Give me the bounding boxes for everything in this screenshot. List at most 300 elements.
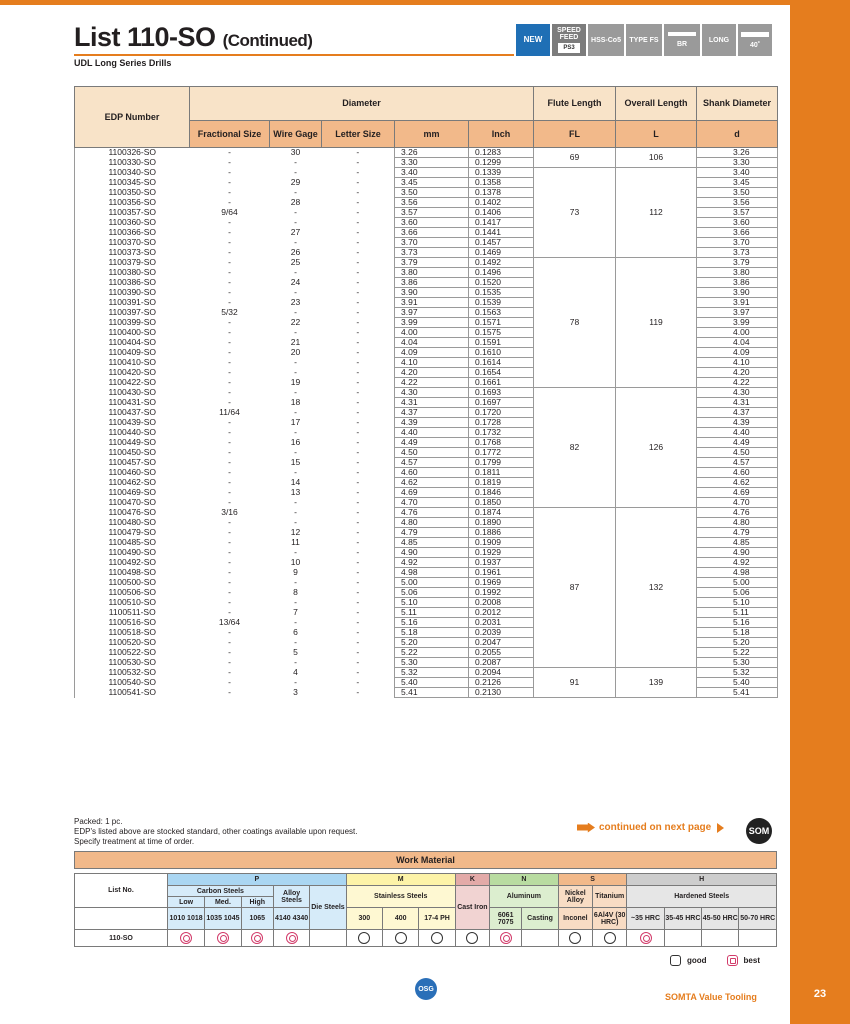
cell-shank: 4.79 <box>697 528 778 538</box>
drill-spec-body <box>75 148 778 698</box>
cell-wire: 3 <box>293 687 298 697</box>
cell-fractional: - <box>228 647 231 657</box>
cell-letter: - <box>356 537 360 547</box>
cell-wire: - <box>294 547 297 557</box>
cell-edp: 1100420-SO <box>75 368 190 378</box>
cell-fractional: - <box>228 267 231 277</box>
cell-inch: 0.2055 <box>469 648 534 658</box>
col-fractional-header: Fractional Size <box>190 121 270 148</box>
cell-inch: 0.1469 <box>469 248 534 258</box>
cell-wire: - <box>294 517 297 527</box>
wm-group-h: H <box>627 874 777 886</box>
cell-letter: - <box>356 457 360 467</box>
cell-fractional: - <box>228 477 231 487</box>
cell-mm: 4.09 <box>395 348 469 358</box>
cell-shank: 4.90 <box>697 548 778 558</box>
wm-high: High <box>241 897 273 908</box>
cell-letter: - <box>356 607 360 617</box>
cell-inch: 0.1693 <box>469 388 534 398</box>
cell-inch: 0.1886 <box>469 528 534 538</box>
cell-wire: 30 <box>290 147 301 158</box>
cell-fractional: - <box>228 517 231 527</box>
cell-shank: 3.30 <box>697 158 778 168</box>
cell-fractional: - <box>228 427 231 437</box>
wm-titanium: Titanium <box>593 886 627 908</box>
good-icon <box>358 932 370 944</box>
legend <box>670 955 760 966</box>
best-icon <box>500 932 512 944</box>
wm-rating-cell <box>664 930 701 947</box>
cell-mm: 5.20 <box>395 638 469 648</box>
cell-flute-length: 69 <box>534 148 616 168</box>
cell-edp: 1100366-SO <box>75 228 190 238</box>
cell-shank: 4.92 <box>697 558 778 568</box>
good-icon <box>604 932 616 944</box>
cell-edp: 1100457-SO <box>75 458 190 468</box>
wm-low: Low <box>167 897 204 908</box>
cell-mm: 5.22 <box>395 648 469 658</box>
cell-mm: 4.76 <box>395 508 469 518</box>
cell-fractional: - <box>228 587 231 597</box>
cell-wire: 18 <box>290 397 301 407</box>
cell-edp: 1100469-SO <box>75 488 190 498</box>
cell-wire: - <box>294 207 297 217</box>
cell-inch: 0.1402 <box>469 198 534 208</box>
col-d-header: d <box>697 121 778 148</box>
cell-edp: 1100510-SO <box>75 598 190 608</box>
cell-wire: - <box>294 237 297 247</box>
col-l-header: L <box>616 121 697 148</box>
badge-speed-feed <box>552 24 586 56</box>
cell-edp: 1100476-SO <box>75 508 190 518</box>
wm-rating-cell <box>383 930 419 947</box>
cell-overall-length: 126 <box>616 388 697 508</box>
cell-inch: 0.1539 <box>469 298 534 308</box>
cell-edp: 1100340-SO <box>75 168 190 178</box>
cell-inch: 0.2039 <box>469 628 534 638</box>
cell-letter: - <box>356 197 360 207</box>
cell-edp: 1100532-SO <box>75 668 190 678</box>
wm-die-steels: Die Steels <box>310 886 346 930</box>
cell-overall-length: 112 <box>616 168 697 258</box>
cell-inch: 0.1614 <box>469 358 534 368</box>
cell-shank: 4.37 <box>697 408 778 418</box>
cell-wire: - <box>294 447 297 457</box>
title-suffix: (Continued) <box>222 31 313 50</box>
cell-shank: 5.00 <box>697 578 778 588</box>
best-icon <box>286 932 298 944</box>
cell-inch: 0.1575 <box>469 328 534 338</box>
wm-med: Med. <box>205 897 241 908</box>
cell-wire: 11 <box>291 537 300 547</box>
cell-letter: - <box>356 567 360 577</box>
cell-inch: 0.2012 <box>469 608 534 618</box>
cell-fractional: - <box>228 417 231 427</box>
cell-shank: 5.10 <box>697 598 778 608</box>
cell-fractional: - <box>228 277 231 287</box>
cell-fractional: - <box>228 167 231 177</box>
badge-point-angle <box>738 24 772 56</box>
cell-fractional: - <box>228 567 231 577</box>
cell-mm: 3.40 <box>395 168 469 178</box>
badge-type <box>626 24 662 56</box>
col-letter-header: Letter Size <box>322 121 395 148</box>
cell-mm: 4.69 <box>395 488 469 498</box>
cell-edp: 1100490-SO <box>75 548 190 558</box>
note-treatment: Specify treatment at time of order. <box>74 837 195 846</box>
cell-fractional: - <box>228 197 231 207</box>
cell-edp: 1100431-SO <box>75 398 190 408</box>
badge-type-label: TYPE FS <box>629 36 659 44</box>
cell-mm: 3.56 <box>395 198 469 208</box>
cell-fractional: - <box>228 537 231 547</box>
cell-inch: 0.1768 <box>469 438 534 448</box>
wm-rating-cell <box>627 930 664 947</box>
good-icon <box>569 932 581 944</box>
cell-edp: 1100437-SO <box>75 408 190 418</box>
cell-letter: - <box>356 317 360 327</box>
cell-letter: - <box>356 667 360 677</box>
good-icon <box>466 932 478 944</box>
cell-mm: 4.00 <box>395 328 469 338</box>
cell-letter: - <box>356 157 360 167</box>
cell-edp: 1100439-SO <box>75 418 190 428</box>
cell-wire: - <box>294 217 297 227</box>
cell-edp: 1100397-SO <box>75 308 190 318</box>
best-icon <box>640 932 652 944</box>
badge-finish <box>664 24 700 56</box>
cell-wire: 20 <box>290 347 301 357</box>
cell-shank: 4.57 <box>697 458 778 468</box>
cell-fractional: - <box>228 147 231 158</box>
cell-edp: 1100391-SO <box>75 298 190 308</box>
badge-finish-label: BR <box>676 41 688 48</box>
cell-mm: 4.80 <box>395 518 469 528</box>
cell-edp: 1100530-SO <box>75 658 190 668</box>
cell-edp: 1100410-SO <box>75 358 190 368</box>
cell-shank: 5.22 <box>697 648 778 658</box>
cell-edp: 1100520-SO <box>75 638 190 648</box>
cell-edp: 1100360-SO <box>75 218 190 228</box>
cell-wire: 12 <box>290 527 301 537</box>
cell-mm: 4.37 <box>395 408 469 418</box>
cell-letter: - <box>356 627 360 637</box>
cell-mm: 3.91 <box>395 298 469 308</box>
cell-shank: 5.06 <box>697 588 778 598</box>
cell-letter: - <box>356 527 360 537</box>
wm-rating-cell <box>205 930 241 947</box>
cell-mm: 5.06 <box>395 588 469 598</box>
cell-letter: - <box>356 387 360 397</box>
cell-fractional: - <box>228 377 231 387</box>
legend-good: good <box>687 956 707 965</box>
cell-shank: 4.98 <box>697 568 778 578</box>
badge-speed-feed-label: SPEED FEED <box>557 27 581 41</box>
cell-edp: 1100511-SO <box>75 608 190 618</box>
note-packed: Packed: 1 pc. <box>74 817 123 826</box>
cell-mm: 4.60 <box>395 468 469 478</box>
cell-mm: 3.57 <box>395 208 469 218</box>
cell-wire: - <box>294 617 297 627</box>
footer-brand: SOMTA Value Tooling <box>665 992 757 1002</box>
cell-mm: 3.86 <box>395 278 469 288</box>
cell-edp: 1100516-SO <box>75 618 190 628</box>
cell-fractional: - <box>228 627 231 637</box>
cell-edp: 1100430-SO <box>75 388 190 398</box>
cell-inch: 0.2130 <box>469 688 534 698</box>
cell-wire: 8 <box>293 587 298 597</box>
cell-inch: 0.1909 <box>469 538 534 548</box>
cell-wire: - <box>294 167 297 177</box>
continued-label: continued on next page <box>599 822 712 833</box>
wm-alloy-steels: Alloy Steels <box>273 886 309 908</box>
cell-letter: - <box>356 447 360 457</box>
cell-letter: - <box>356 677 360 687</box>
cell-wire: - <box>294 497 297 507</box>
cell-wire: - <box>294 307 297 317</box>
cell-inch: 0.2087 <box>469 658 534 668</box>
cell-edp: 1100357-SO <box>75 208 190 218</box>
cell-inch: 0.1732 <box>469 428 534 438</box>
cell-fractional: - <box>228 387 231 397</box>
cell-letter: - <box>356 647 360 657</box>
osg-logo: OSG <box>415 978 437 1000</box>
cell-letter: - <box>356 407 360 417</box>
cell-mm: 5.00 <box>395 578 469 588</box>
cell-fractional: - <box>228 637 231 647</box>
cell-inch: 0.1299 <box>469 158 534 168</box>
cell-wire: 10 <box>290 557 301 567</box>
cell-shank: 5.11 <box>697 608 778 618</box>
cell-inch: 0.1591 <box>469 338 534 348</box>
cell-letter: - <box>356 367 360 377</box>
cell-shank: 4.30 <box>697 388 778 398</box>
best-icon <box>727 955 738 966</box>
badge-length <box>702 24 736 56</box>
cell-fractional: - <box>228 447 231 457</box>
cell-edp: 1100330-SO <box>75 158 190 168</box>
arrow-right-icon <box>577 823 595 833</box>
cell-mm: 4.31 <box>395 398 469 408</box>
wm-rating-cell <box>241 930 273 947</box>
cell-overall-length: 132 <box>616 508 697 668</box>
cell-edp: 1100485-SO <box>75 538 190 548</box>
cell-inch: 0.1661 <box>469 378 534 388</box>
cell-wire: - <box>294 467 297 477</box>
wm-stainless-steels: Stainless Steels <box>346 886 455 908</box>
cell-letter: - <box>356 347 360 357</box>
cell-inch: 0.1874 <box>469 508 534 518</box>
cell-inch: 0.1406 <box>469 208 534 218</box>
cell-overall-length: 119 <box>616 258 697 388</box>
cell-inch: 0.1417 <box>469 218 534 228</box>
wm-rating-cell <box>273 930 309 947</box>
cell-fractional: - <box>228 157 231 167</box>
cell-edp: 1100356-SO <box>75 198 190 208</box>
cell-letter: - <box>356 307 360 317</box>
cell-mm: 3.66 <box>395 228 469 238</box>
cell-shank: 3.50 <box>697 188 778 198</box>
wm-list-no-header: List No. <box>75 874 168 908</box>
cell-fractional: - <box>228 657 231 667</box>
cell-wire: - <box>294 287 297 297</box>
cell-shank: 3.90 <box>697 288 778 298</box>
cell-wire: - <box>294 507 297 517</box>
cell-shank: 5.32 <box>697 668 778 678</box>
cell-fractional: - <box>228 497 231 507</box>
cell-overall-length: 106 <box>616 148 697 168</box>
cell-mm: 4.92 <box>395 558 469 568</box>
wm-rating-cell <box>490 930 522 947</box>
cell-letter: - <box>356 397 360 407</box>
wm-grade-inconel: Inconel <box>558 908 592 930</box>
som-logo: SOM <box>746 818 772 844</box>
continued-link[interactable] <box>577 822 724 833</box>
cell-fractional: - <box>228 367 231 377</box>
cell-mm: 3.60 <box>395 218 469 228</box>
cell-fractional: - <box>228 347 231 357</box>
cell-mm: 4.22 <box>395 378 469 388</box>
product-badges <box>516 24 772 56</box>
col-inch-header: Inch <box>469 121 534 148</box>
wm-group-k: K <box>455 874 489 886</box>
cell-fractional: - <box>228 187 231 197</box>
cell-wire: 21 <box>290 337 301 347</box>
cell-letter: - <box>356 277 360 287</box>
cell-edp: 1100350-SO <box>75 188 190 198</box>
table-row <box>75 258 778 268</box>
cell-wire: 24 <box>290 277 301 287</box>
cell-letter: - <box>356 187 360 197</box>
cell-shank: 3.79 <box>697 258 778 268</box>
cell-fractional: - <box>228 317 231 327</box>
cell-wire: 28 <box>290 197 301 207</box>
cell-fractional: 11/64 <box>219 407 240 417</box>
cell-letter: - <box>356 267 360 277</box>
wm-grade-300: 300 <box>346 908 382 930</box>
cell-inch: 0.1457 <box>469 238 534 248</box>
cell-flute-length: 91 <box>534 668 616 698</box>
cell-fractional: - <box>228 527 231 537</box>
cell-shank: 5.16 <box>697 618 778 628</box>
cell-inch: 0.1492 <box>469 258 534 268</box>
cell-letter: - <box>356 247 360 257</box>
cell-mm: 5.32 <box>395 668 469 678</box>
wm-rating-cell <box>522 930 558 947</box>
cell-edp: 1100470-SO <box>75 498 190 508</box>
cell-letter: - <box>356 557 360 567</box>
wm-rating-cell <box>419 930 455 947</box>
cell-edp: 1100345-SO <box>75 178 190 188</box>
cell-shank: 4.04 <box>697 338 778 348</box>
cell-inch: 0.1992 <box>469 588 534 598</box>
cell-inch: 0.1654 <box>469 368 534 378</box>
cell-shank: 4.85 <box>697 538 778 548</box>
finish-bar-icon <box>668 32 696 36</box>
badge-material-label: HSS-Co5 <box>591 36 621 44</box>
cell-letter: - <box>356 327 360 337</box>
drill-spec-table <box>74 86 778 698</box>
cell-letter: - <box>356 467 360 477</box>
cell-shank: 3.99 <box>697 318 778 328</box>
cell-edp: 1100541-SO <box>75 688 190 698</box>
cell-mm: 4.90 <box>395 548 469 558</box>
page-subtitle: UDL Long Series Drills <box>74 58 172 68</box>
cell-wire: 19 <box>290 377 301 387</box>
cell-edp: 1100540-SO <box>75 678 190 688</box>
cell-inch: 0.1563 <box>469 308 534 318</box>
cell-shank: 4.00 <box>697 328 778 338</box>
cell-mm: 3.26 <box>395 148 469 158</box>
cell-shank: 4.22 <box>697 378 778 388</box>
cell-mm: 4.85 <box>395 538 469 548</box>
cell-mm: 4.50 <box>395 448 469 458</box>
cell-letter: - <box>356 597 360 607</box>
cell-shank: 3.57 <box>697 208 778 218</box>
cell-fractional: - <box>228 227 231 237</box>
good-icon <box>395 932 407 944</box>
cell-inch: 0.2126 <box>469 678 534 688</box>
cell-edp: 1100422-SO <box>75 378 190 388</box>
cell-wire: - <box>294 427 297 437</box>
cell-flute-length: 78 <box>534 258 616 388</box>
cell-edp: 1100380-SO <box>75 268 190 278</box>
cell-edp: 1100450-SO <box>75 448 190 458</box>
cell-letter: - <box>356 237 360 247</box>
cell-inch: 0.1799 <box>469 458 534 468</box>
cell-mm: 3.80 <box>395 268 469 278</box>
cell-edp: 1100386-SO <box>75 278 190 288</box>
best-icon <box>217 932 229 944</box>
cell-mm: 4.57 <box>395 458 469 468</box>
cell-fractional: 5/32 <box>221 307 238 317</box>
cell-mm: 4.10 <box>395 358 469 368</box>
table-row <box>75 148 778 158</box>
cell-wire: 7 <box>293 607 298 617</box>
cell-letter: - <box>356 687 360 697</box>
cell-fractional: - <box>228 557 231 567</box>
cell-mm: 3.70 <box>395 238 469 248</box>
wm-grade-h3545: 35-45 HRC <box>664 908 701 930</box>
cell-inch: 0.1520 <box>469 278 534 288</box>
cell-inch: 0.2008 <box>469 598 534 608</box>
wm-nickel-alloy: Nickel Alloy <box>558 886 592 908</box>
cell-inch: 0.1283 <box>469 148 534 158</box>
cell-edp: 1100492-SO <box>75 558 190 568</box>
cell-shank: 4.39 <box>697 418 778 428</box>
cell-wire: - <box>294 157 297 167</box>
cell-fractional: - <box>228 687 231 697</box>
good-icon <box>431 932 443 944</box>
cell-inch: 0.1697 <box>469 398 534 408</box>
col-edp-header: EDP Number <box>75 87 190 148</box>
wm-group-m: M <box>346 874 455 886</box>
cell-fractional: - <box>228 597 231 607</box>
cell-wire: - <box>294 357 297 367</box>
cell-edp: 1100409-SO <box>75 348 190 358</box>
cell-wire: 23 <box>290 297 301 307</box>
cell-letter: - <box>356 207 360 217</box>
cell-shank: 3.45 <box>697 178 778 188</box>
cell-fractional: - <box>228 677 231 687</box>
cell-letter: - <box>356 167 360 177</box>
cell-fractional: - <box>228 327 231 337</box>
badge-length-label: LONG <box>708 36 730 44</box>
cell-mm: 4.20 <box>395 368 469 378</box>
cell-letter: - <box>356 257 360 267</box>
work-material-title: Work Material <box>74 851 777 869</box>
good-icon <box>670 955 681 966</box>
